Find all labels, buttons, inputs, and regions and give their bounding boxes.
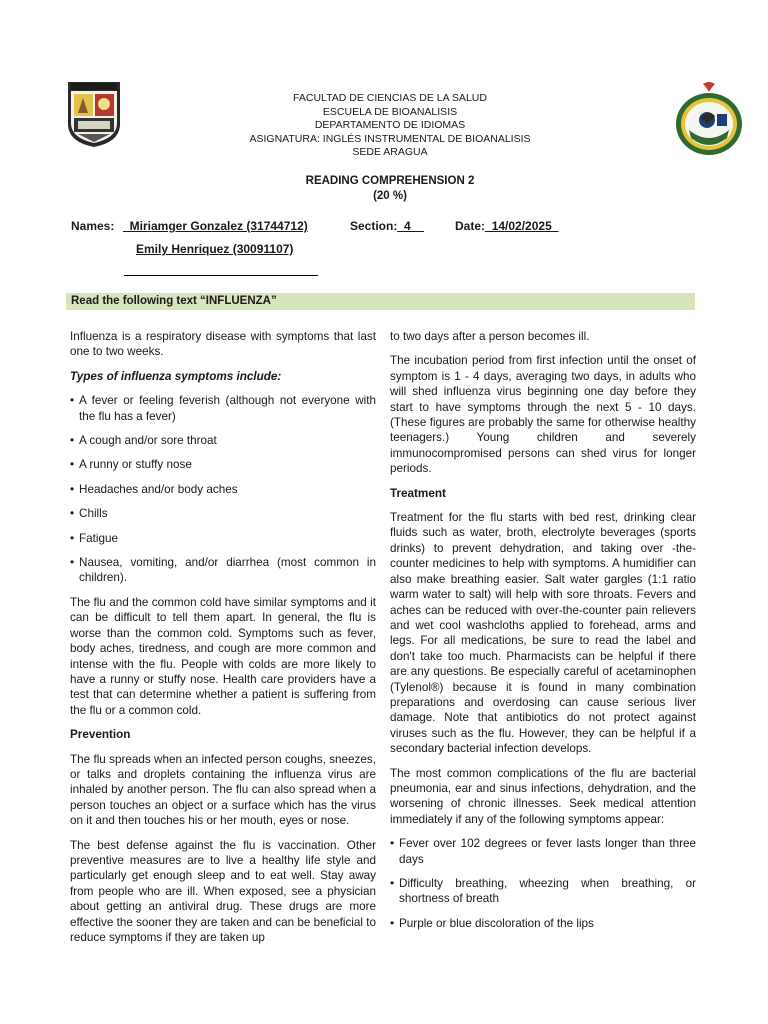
section-value: _4__: [397, 219, 425, 233]
list-item: • A cough and/or sore throat: [70, 433, 376, 448]
list-item: • Fever over 102 degrees or fever lasts longer than three days: [390, 836, 696, 867]
list-item: • Fatigue: [70, 531, 376, 546]
list-item: • Nausea, vomiting, and/or diarrhea (most common in children).: [70, 555, 376, 586]
symptom-list: [70, 393, 376, 586]
section-label: Section:: [350, 219, 398, 233]
right-column: [390, 330, 696, 940]
complications-paragraph: The most common complications of the flu are bacterial pneumonia, ear and sinus infections, dehydration, and the worsening of chronic illnesses. Seek medical attention immediately if any of the following symptoms appear:: [390, 766, 696, 826]
reading-instruction-banner: Read the following text “INFLUENZA”: [66, 293, 695, 310]
continued-text: to two days after a person becomes ill.: [390, 330, 590, 343]
header-line-school: ESCUELA DE BIOANALISIS: [322, 105, 458, 118]
incubation-paragraph: The incubation period from first infection until the onset of symptom is 1 - 4 days, averaging two days, in adults who will shed influenza virus beginning one day before they start to have symptoms through the next 5 - 10 days. (These figures are probably the same for otherwise healthy teenagers.) Young children and severely immunocompromised persons can shed virus for longer periods.: [390, 354, 696, 476]
prevention-paragraph-2: The best defense against the flu is vaccination. Other preventive measures are to live a healthy life style and particularly get enough sleep and to eat well. Stay away from people who are ill. When exposed, see a physician about getting an antiviral drug. These drugs are more effective the sooner they are taken and can be beneficial to reduce symptoms if they are taken up: [70, 838, 376, 944]
date-label: Date:: [455, 219, 486, 233]
list-item: • A fever or feeling feverish (although not everyone with the flu has a fever): [70, 393, 376, 424]
list-item: • A runny or stuffy nose: [70, 457, 376, 472]
blank-name-line: [124, 275, 318, 276]
flu-vs-cold-paragraph: The flu and the common cold have similar symptoms and it can be difficult to tell them apart. In general, the flu is worse than the common cold. Symptoms such as fever, body aches, tiredness, and cough are more common and intense with the flu. People with colds are more likely to have a runny or stuffy nose. Health care providers have a test that can determine whether a patient is suffering from the flu or a common cold.: [70, 595, 376, 717]
header-line-subject: ASIGNATURA: INGLÉS INSTRUMENTAL DE BIOANALISIS: [249, 132, 531, 145]
symptom-types-heading: Types of influenza symptoms include:: [70, 369, 282, 383]
prevention-paragraph-1: The flu spreads when an infected person coughs, sneezes, or talks and droplets containing the influenza virus are inhaled by another person. The flu can also spread when a person touches an object or a surface which has the virus on it and then touches his or her mouth, eyes or nose.: [70, 752, 376, 828]
list-item: • Headaches and/or body aches: [70, 482, 376, 497]
faculty-emblem-logo: [673, 80, 745, 158]
treatment-paragraph: Treatment for the flu starts with bed rest, drinking clear fluids such as water, broth, electrolyte beverages (sports drinks) to prevent dehydration, and taking over -the-counter medicines to help with symptoms. A humidifier can also make breathing easier. Salt water gargles (1:1 ratio warm water to salt) will help with sore throats. Fevers and aches can be reduced with over-the-counter pain relievers and wet cool washcloths applied to forehead, arms and legs. For all medications, be sure to read the label and don't take too much. Pharmacists can be helpful if there are any questions. Be especially careful of acetaminophen (Tylenol®) because it is found in many combination preparations and overdosing can cause serious liver damage. Note that antibiotics do not protect against viruses such as the flu. However, they can be helpful if a secondary bacterial infection develops.: [390, 511, 696, 756]
section-field: [350, 219, 424, 233]
header-line-campus: SEDE ARAGUA: [352, 146, 428, 159]
institution-header: [200, 92, 580, 160]
header-line-department: DEPARTAMENTO DE IDIOMAS: [314, 119, 466, 132]
list-item: • Difficulty breathing, wheezing when breathing, or shortness of breath: [390, 876, 696, 907]
document-title: [200, 174, 580, 204]
list-item: • Chills: [70, 506, 376, 521]
header-line-faculty: FACULTAD DE CIENCIAS DE LA SALUD: [293, 92, 487, 104]
treatment-heading: Treatment: [390, 486, 446, 500]
student-name-2: Emily Henriquez (30091107): [136, 242, 294, 256]
names-label: Names:: [71, 219, 115, 233]
title-text: READING COMPREHENSION 2: [305, 175, 475, 187]
list-item: • Purple or blue discoloration of the lips: [390, 916, 696, 931]
left-column: [70, 330, 376, 954]
intro-paragraph: Influenza is a respiratory disease with symptoms that last one to two weeks.: [70, 330, 376, 359]
date-field: [455, 219, 558, 233]
warning-symptom-list: [390, 836, 696, 931]
university-seal-logo: [66, 80, 122, 148]
prevention-heading: Prevention: [70, 728, 131, 742]
title-percent: (20 %): [373, 190, 407, 202]
date-value: _14/02/2025_: [485, 219, 559, 233]
student-name-1: _Miriamger Gonzalez (31744712): [123, 219, 308, 233]
